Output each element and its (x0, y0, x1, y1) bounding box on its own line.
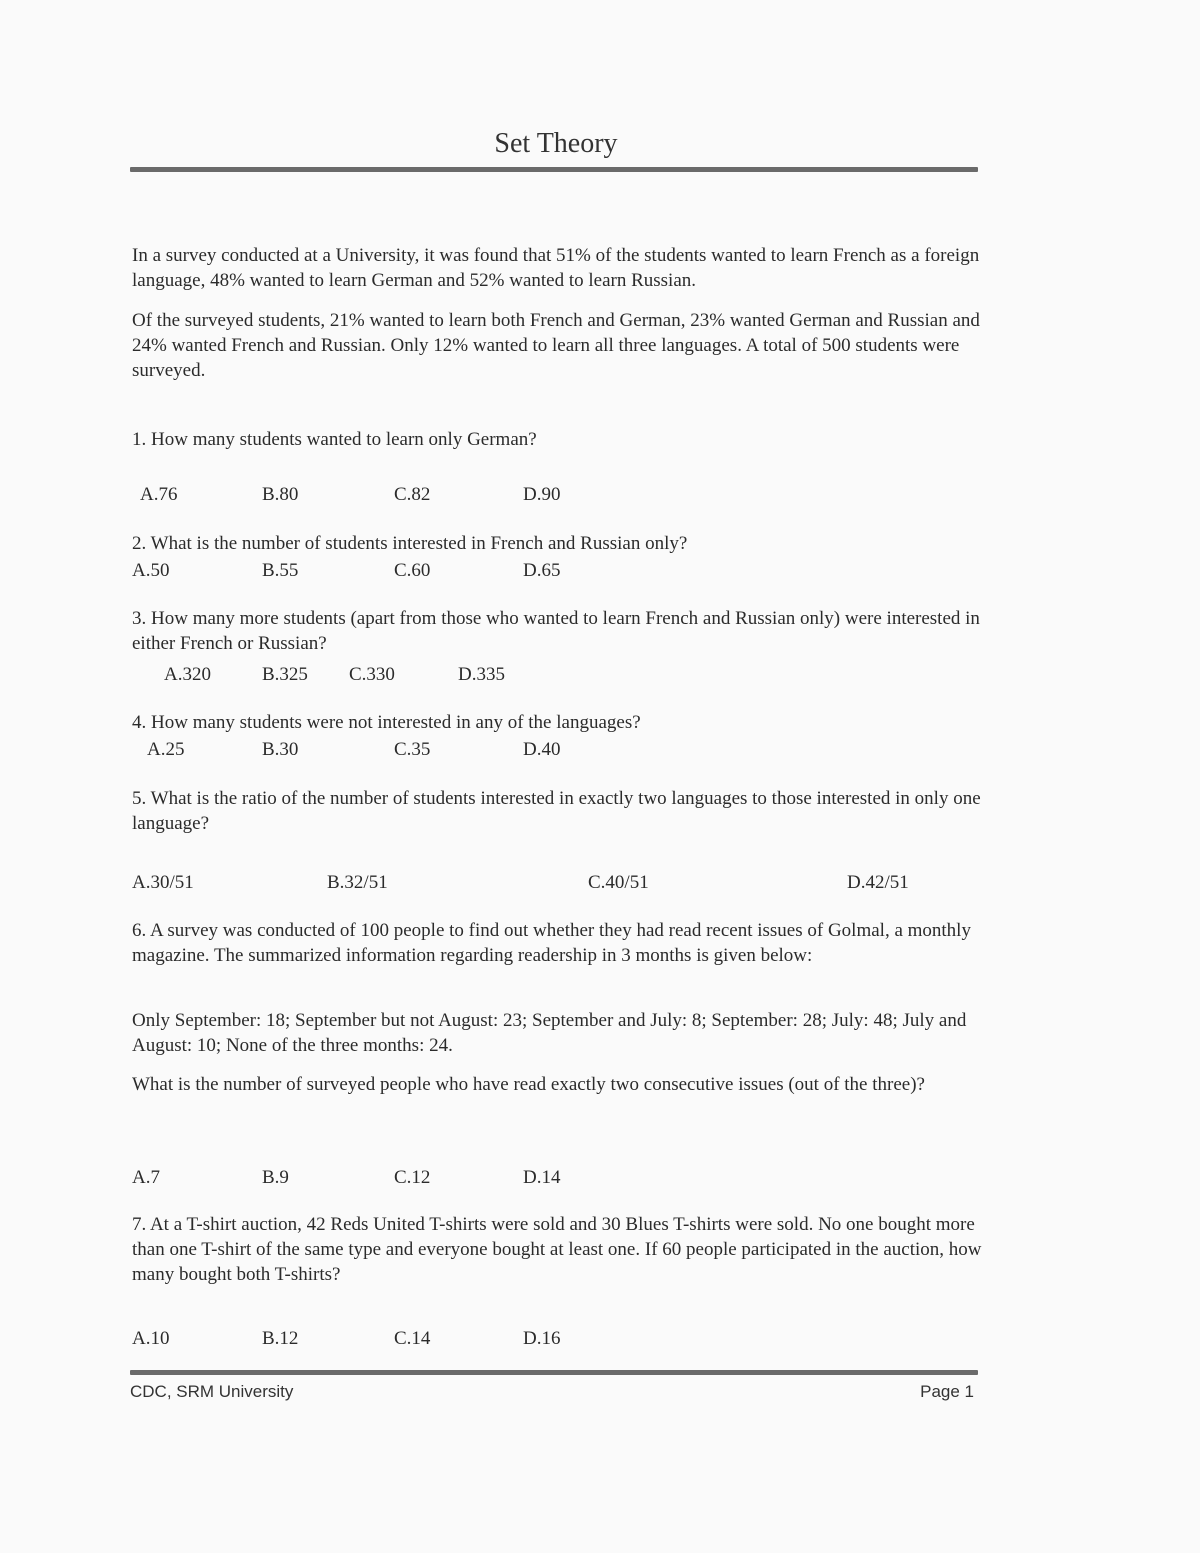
option-d: D.14 (523, 1167, 561, 1188)
option-a: A.50 (132, 560, 170, 581)
question-4-text: 4. How many students were not interested in any of the languages? (132, 712, 641, 733)
option-a: A.76 (140, 484, 178, 505)
header-rule (130, 167, 978, 172)
question-6-prompt: What is the number of surveyed people who have read exactly two consecutive issues (out of the three)? (132, 1074, 925, 1095)
option-c: C.12 (394, 1167, 431, 1188)
option-c: C.330 (349, 664, 395, 685)
option-c: C.35 (394, 739, 431, 760)
intro-paragraph-1: In a survey conducted at a University, it was found that 51% of the students wanted to learn French as a foreign language, 48% wanted to learn German and 52% wanted to learn Russian. (132, 245, 980, 291)
option-d: D.42/51 (847, 872, 909, 893)
option-c: C.60 (394, 560, 431, 581)
option-c: C.14 (394, 1328, 431, 1349)
option-b: B.32/51 (327, 872, 388, 893)
option-b: B.9 (262, 1167, 289, 1188)
question-6-data: Only September: 18; September but not August: 23; September and July: 8; September: 28; July: 48; July and August: 10; None of the three months: 24. (132, 1010, 967, 1056)
option-d: D.335 (458, 664, 505, 685)
option-d: D.90 (523, 484, 561, 505)
option-a: A.7 (132, 1167, 160, 1188)
option-a: A.10 (132, 1328, 170, 1349)
option-b: B.80 (262, 484, 299, 505)
page-title: Set Theory (494, 128, 618, 159)
option-a: A.320 (164, 664, 211, 685)
option-b: B.325 (262, 664, 308, 685)
intro-paragraph-2: Of the surveyed students, 21% wanted to learn both French and German, 23% wanted German and Russian and 24% wanted French and Russian. Only 12% wanted to learn all three languages. A total of 500 students were surveyed. (132, 310, 980, 381)
option-b: B.12 (262, 1328, 299, 1349)
option-b: B.55 (262, 560, 299, 581)
option-d: D.16 (523, 1328, 561, 1349)
question-3-text: 3. How many more students (apart from those who wanted to learn French and Russian only) were interested in either French or Russian? (132, 608, 980, 654)
footer-rule (130, 1370, 978, 1375)
option-a: A.30/51 (132, 872, 194, 893)
question-5-text: 5. What is the ratio of the number of students interested in exactly two languages to those interested in only one language? (132, 788, 981, 834)
question-2-text: 2. What is the number of students interested in French and Russian only? (132, 533, 688, 554)
option-a: A.25 (147, 739, 185, 760)
question-7-text: 7. At a T-shirt auction, 42 Reds United T-shirts were sold and 30 Blues T-shirts were sold. No one bought more than one T-shirt of the same type and everyone bought at least one. If 60 people participated in the auction, how many bought both T-shirts? (132, 1214, 982, 1285)
question-6-text: 6. A survey was conducted of 100 people to find out whether they had read recent issues of Golmal, a monthly magazine. The summarized information regarding readership in 3 months is given below: (132, 920, 971, 966)
option-c: C.82 (394, 484, 431, 505)
question-1-text: 1. How many students wanted to learn only German? (132, 429, 537, 450)
option-d: D.40 (523, 739, 561, 760)
option-d: D.65 (523, 560, 561, 581)
footer-left: CDC, SRM University (130, 1382, 294, 1401)
page-number: Page 1 (920, 1382, 974, 1401)
option-b: B.30 (262, 739, 299, 760)
option-c: C.40/51 (588, 872, 649, 893)
